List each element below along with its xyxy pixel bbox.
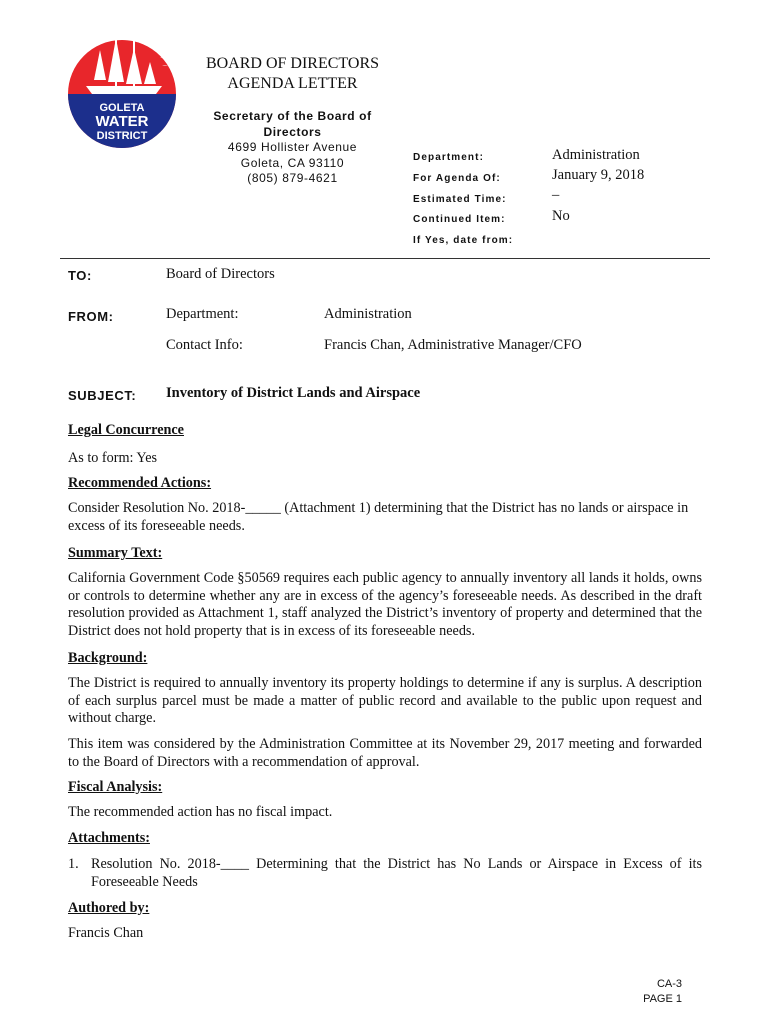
actions-heading: Recommended Actions:	[68, 475, 212, 491]
fiscal-heading: Fiscal Analysis:	[68, 779, 163, 795]
actions-text: Consider Resolution No. 2018-_____ (Attachment 1) determining that the District has no lands or airspace in excess of its foreseeable needs.	[68, 500, 689, 534]
attachments-heading: Attachments:	[68, 830, 150, 846]
department-value: Administration	[552, 147, 640, 163]
summary-text: California Government Code §50569 requires each public agency to annually inventory all lands it holds, owns or controls to determine whether any are in excess of the agency’s foreseeable needs. As described in the draft resolution provided as Attachment 1, staff analyzed the District’s inventory of property and determined that the District does not hold property that is in excess of its foreseeable needs.	[68, 570, 702, 639]
subject-value: Inventory of District Lands and Airspace	[166, 385, 421, 401]
page-title-line1: BOARD OF DIRECTORS	[205, 55, 380, 72]
phone-line: (805) 879-4621	[247, 171, 338, 185]
estimated-time-label: Estimated Time:	[413, 194, 507, 205]
background-heading: Background:	[68, 650, 148, 666]
city-line: Goleta, CA 93110	[240, 156, 345, 170]
legal-heading: Legal Concurrence	[68, 422, 184, 438]
logo-text-goleta: GOLETA	[99, 102, 145, 114]
header-divider	[60, 258, 710, 259]
date-from-label: If Yes, date from:	[413, 235, 514, 246]
summary-heading: Summary Text:	[68, 545, 163, 561]
contact-info-value: Francis Chan, Administrative Manager/CFO	[324, 337, 582, 353]
subject-label: SUBJECT:	[68, 388, 137, 403]
fiscal-text: The recommended action has no fiscal impact.	[68, 804, 333, 820]
logo-text-district: DISTRICT	[96, 130, 148, 142]
legal-text: As to form: Yes	[68, 450, 158, 466]
agenda-value: January 9, 2018	[552, 167, 645, 183]
to-label: TO:	[68, 268, 92, 283]
from-department-value: Administration	[324, 306, 412, 322]
logo-text-water: WATER	[95, 113, 149, 130]
page-code: CA-3	[656, 978, 682, 990]
department-label: Department:	[413, 152, 484, 163]
authored-text: Francis Chan	[68, 925, 144, 941]
to-value: Board of Directors	[166, 266, 275, 282]
background-text-1: The District is required to annually inventory its property holdings to determine if any is surplus. A description of each surplus parcel must be made a matter of public record and available to the public upon request and without charge.	[68, 675, 702, 726]
goleta-water-district-logo	[64, 20, 180, 152]
secretary-line1: Secretary of the Board of	[213, 109, 372, 123]
page-number: PAGE 1	[643, 993, 682, 1005]
from-department-label: Department:	[166, 306, 239, 322]
from-label: FROM:	[68, 309, 114, 324]
background-text-2: This item was considered by the Administration Committee at its November 29, 2017 meeting and forwarded to the Board of Directors with a recommendation of approval.	[68, 736, 702, 770]
contact-info-label: Contact Info:	[166, 337, 243, 353]
estimated-time-value: –	[552, 187, 560, 203]
authored-heading: Authored by:	[68, 900, 150, 916]
attachment-item: Resolution No. 2018-____ Determining that the District has No Lands or Airspace in Excess of its Foreseeable Needs	[91, 856, 702, 890]
attachment-number: 1.	[68, 856, 79, 872]
agenda-label: For Agenda Of:	[413, 173, 501, 184]
continued-item-label: Continued Item:	[413, 214, 506, 225]
address-line: 4699 Hollister Avenue	[227, 140, 358, 154]
secretary-line2: Directors	[263, 125, 322, 139]
page-title-line2: AGENDA LETTER	[227, 75, 358, 92]
continued-item-value: No	[552, 208, 570, 224]
